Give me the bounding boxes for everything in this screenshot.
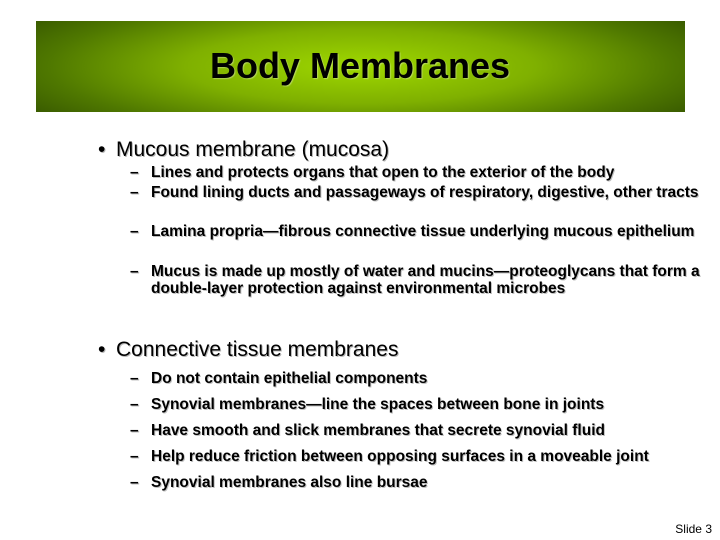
bullet-connective-tissue — [98, 338, 398, 362]
dash-icon: – — [130, 474, 139, 491]
list-item — [130, 422, 700, 439]
list-item-text: Lines and protects organs that open to the exterior of the body — [151, 164, 615, 181]
list-item — [130, 396, 700, 413]
section-heading: Connective tissue membranes — [116, 338, 399, 361]
dash-icon: – — [130, 263, 139, 280]
list-item — [130, 164, 700, 181]
list-item-text: Mucus is made up mostly of water and mucins—proteoglycans that form a double-layer protection against environmental microbes — [151, 263, 700, 297]
dash-icon: – — [130, 422, 139, 439]
dash-icon: – — [130, 223, 139, 240]
list-item-text: Synovial membranes—line the spaces between bone in joints — [151, 396, 605, 413]
list-item — [130, 474, 700, 491]
dash-icon: – — [130, 370, 139, 387]
list-item-text: Help reduce friction between opposing surfaces in a moveable joint — [151, 448, 649, 465]
list-item-text: Synovial membranes also line bursae — [151, 474, 428, 491]
list-item — [130, 448, 700, 465]
list-item — [130, 263, 700, 297]
dash-icon: – — [130, 396, 139, 413]
list-item — [130, 223, 700, 240]
bullet-mucous-membrane — [98, 138, 389, 162]
list-item-text: Found lining ducts and passageways of respiratory, digestive, other tracts — [151, 184, 699, 201]
dash-icon: – — [130, 164, 139, 181]
bullet-icon: • — [98, 338, 106, 361]
list-item-text: Lamina propria—fibrous connective tissue underlying mucous epithelium — [151, 223, 695, 240]
slide-number: Slide 3 — [675, 522, 712, 536]
list-item — [130, 184, 700, 201]
dash-icon: – — [130, 448, 139, 465]
slide-title: Body Membranes — [209, 45, 511, 86]
list-item — [130, 370, 700, 387]
list-item-text: Do not contain epithelial components — [151, 370, 428, 387]
bullet-icon: • — [98, 138, 106, 161]
section-heading: Mucous membrane (mucosa) — [116, 138, 390, 161]
list-item-text: Have smooth and slick membranes that secrete synovial fluid — [151, 422, 605, 439]
dash-icon: – — [130, 184, 139, 201]
